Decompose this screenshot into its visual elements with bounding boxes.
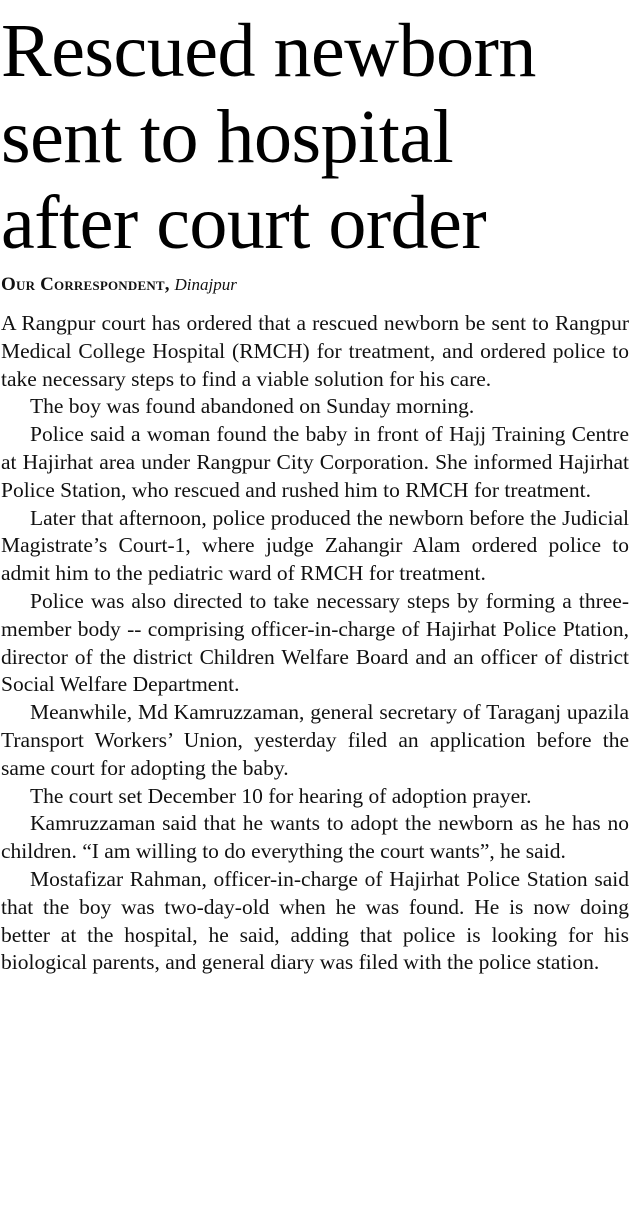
article-paragraph-6: Meanwhile, Md Kamruzzaman, general secretary of Taraganj upazila Transport Workers’ Union, yesterday filed an application before the same court for adopting the baby. (1, 700, 629, 780)
byline-author: Our Correspondent, (1, 274, 170, 295)
headline-line-3: after court order (1, 181, 487, 265)
headline-line-2: sent to hospital (1, 95, 454, 179)
article-paragraph-2: The boy was found abandoned on Sunday morning. (30, 394, 475, 419)
article-paragraph-5: Police was also directed to take necessary steps by forming a three-member body -- comprising officer-in-charge of Hajirhat Police Ptation, director of the district Children Welfare Board and an officer of district Social Welfare Department. (1, 588, 629, 697)
article-paragraph-9: Mostafizar Rahman, officer-in-charge of Hajirhat Police Station said that the boy was two-day-old when he was found. He is now doing better at the hospital, he said, adding that police is looking for his biological parents, and general diary was filed with the police station. (1, 866, 629, 975)
article-body (1, 310, 629, 977)
headline-line-1: Rescued newborn (1, 9, 536, 93)
article-paragraph-7: The court set December 10 for hearing of adoption prayer. (30, 783, 532, 808)
article-paragraph-1: A Rangpur court has ordered that a rescued newborn be sent to Rangpur Medical College Hospital (RMCH) for treatment, and ordered police to take necessary steps to find a viable solution for his care. (1, 311, 629, 391)
article-paragraph-8: Kamruzzaman said that he wants to adopt the newborn as he has no children. “I am willing to do everything the court wants”, he said. (1, 811, 629, 864)
article-paragraph-4: Later that afternoon, police produced the newborn before the Judicial Magistrate’s Court-1, where judge Zahangir Alam ordered police to admit him to the pediatric ward of RMCH for treatment. (1, 505, 629, 586)
article-paragraph-3: Police said a woman found the baby in front of Hajj Training Centre at Hajirhat area under Rangpur City Corporation. She informed Hajirhat Police Station, who rescued and rushed him to RMCH for treatment. (1, 422, 629, 502)
article-headline (1, 0, 629, 266)
byline (1, 274, 629, 296)
byline-location: Dinajpur (174, 275, 237, 294)
